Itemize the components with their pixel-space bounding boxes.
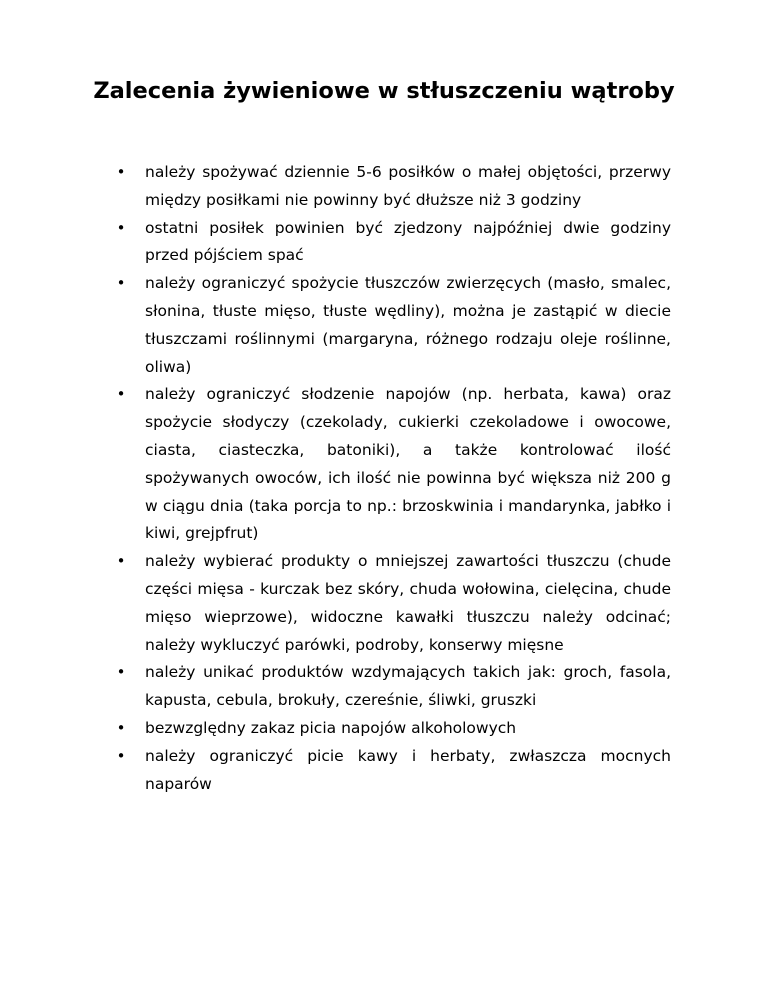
page-title: Zalecenia żywieniowe w stłuszczeniu wątroby <box>93 78 675 104</box>
list-item-text: należy ograniczyć picie kawy i herbaty, zwłaszcza mocnych naparów <box>145 746 671 793</box>
bullet-icon: • <box>116 663 126 682</box>
list-item <box>116 270 671 381</box>
list-item <box>116 659 671 715</box>
list-item-text: ostatni posiłek powinien być zjedzony najpóźniej dwie godziny przed pójściem spać <box>145 218 671 265</box>
list-item-text: bezwzględny zakaz picia napojów alkoholowych <box>145 718 517 737</box>
bullet-icon: • <box>116 746 126 765</box>
list-item-text: należy ograniczyć spożycie tłuszczów zwierzęcych (masło, smalec, słonina, tłuste mięso, tłuste wędliny), można je zastąpić w diecie tłuszczami roślinnymi (margaryna, różnego rodzaju oleje roślinne, oliwa) <box>145 274 671 376</box>
list-item-text: należy spożywać dziennie 5-6 posiłków o małej objętości, przerwy między posiłkami nie powinny być dłuższe niż 3 godziny <box>145 163 671 209</box>
bullet-icon: • <box>116 718 126 737</box>
list-item-text: należy unikać produktów wzdymających takich jak: groch, fasola, kapusta, cebula, brokuły, czereśnie, śliwki, gruszki <box>145 663 671 710</box>
list-item-text: należy ograniczyć słodzenie napojów (np. herbata, kawa) oraz spożycie słodyczy (czekolady, cukierki czekoladowe i owocowe, ciasta, ciasteczka, batoniki), a także kontrolować ilość spożywanych owoców, ich ilość nie powinna być większa niż 200 g w ciągu dnia (taka porcja to np.: brzoskwinia i mandarynka, jabłko i kiwi, grejpfrut) <box>145 385 671 543</box>
list-item <box>116 159 671 215</box>
bullet-icon: • <box>116 552 126 571</box>
recommendation-list <box>116 159 671 798</box>
list-item <box>116 743 671 799</box>
list-item <box>116 715 671 743</box>
bullet-icon: • <box>116 163 126 181</box>
list-item-text: należy wybierać produkty o mniejszej zawartości tłuszczu (chude części mięsa - kurczak bez skóry, chuda wołowina, cielęcina, chude mięso wieprzowe), widoczne kawałki tłuszczu należy odcinać; należy wykluczyć parówki, podroby, konserwy mięsne <box>145 552 671 654</box>
bullet-icon: • <box>116 274 126 293</box>
bullet-icon: • <box>116 385 126 404</box>
list-item <box>116 215 671 271</box>
list-item <box>116 381 671 548</box>
bullet-icon: • <box>116 218 126 237</box>
list-item <box>116 548 671 659</box>
